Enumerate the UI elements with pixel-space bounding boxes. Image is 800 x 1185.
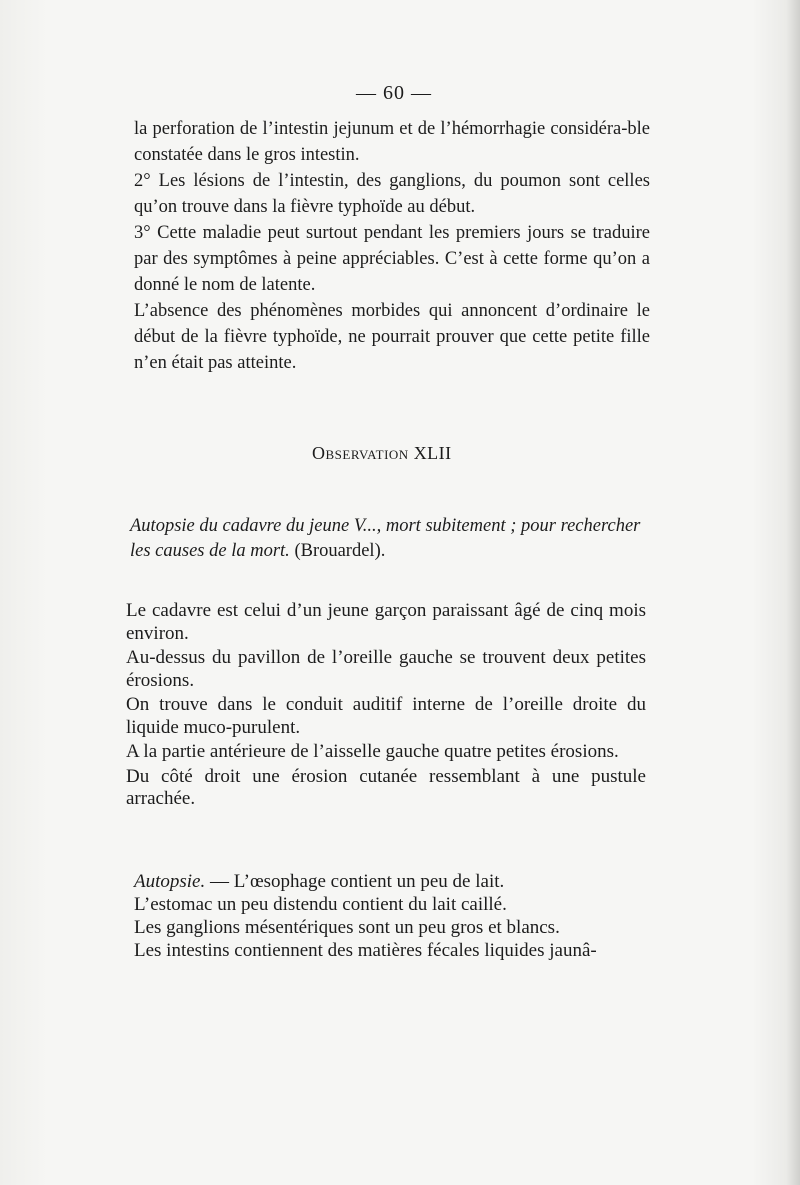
autopsy-label: Autopsie. [134,871,206,892]
paragraph: la perforation de l’intestin jejunum et de l’hémorrhagie considéra-ble constatée dans le gros intestin. [134,119,650,165]
autopsy-line: Les intestins contiennent des matières fécales liquides jaunâ- [134,940,597,961]
observation-subtitle-italic: Autopsie du cadavre du jeune V..., mort subitement ; pour rechercher les causes de la mort. [130,516,641,561]
autopsy-line: Les ganglions mésentériques sont un peu gros et blancs. [134,917,560,938]
paragraph: On trouve dans le conduit auditif interne de l’oreille droite du liquide muco-purulent. [126,694,646,738]
paragraph: 2° Les lésions de l’intestin, des ganglions, du poumon sont celles qu’on trouve dans la fièvre typhoïde au début. [134,171,650,217]
observation-heading-word: Observation [312,443,409,463]
autopsy-section [134,870,646,962]
observation-subtitle-author: (Brouardel). [294,541,386,561]
paragraph: A la partie antérieure de l’aisselle gauche quatre petites érosions. [126,741,619,762]
autopsy-line [134,870,646,893]
paragraph: L’absence des phénomènes morbides qui annoncent d’ordinaire le début de la fièvre typhoïde, ne pourrait prouver que cette petite fille n’en était pas atteinte. [134,301,650,373]
page-number: — 60 — [356,82,432,104]
paragraph: Du côté droit une érosion cutanée ressemblant à une pustule arrachée. [126,765,646,809]
observation-heading [312,443,452,464]
paragraph: Le cadavre est celui d’un jeune garçon paraissant âgé de cinq mois environ. [126,600,646,644]
observation-heading-number: XLII [413,443,452,463]
top-text-block [134,116,650,376]
paragraph: Au-dessus du pavillon de l’oreille gauche se trouvent deux petites érosions. [126,647,646,691]
autopsy-line: L’estomac un peu distendu contient du lait caillé. [134,894,507,915]
paragraph: 3° Cette maladie peut surtout pendant les premiers jours se traduire par des symptômes à peine appréciables. C’est à cette forme qu’on a donné le nom de latente. [134,223,650,295]
page-edge-shadow [786,0,800,1185]
observation-subtitle [130,514,650,564]
observation-body [126,600,646,813]
autopsy-text: — L’œsophage contient un peu de lait. [210,871,505,892]
